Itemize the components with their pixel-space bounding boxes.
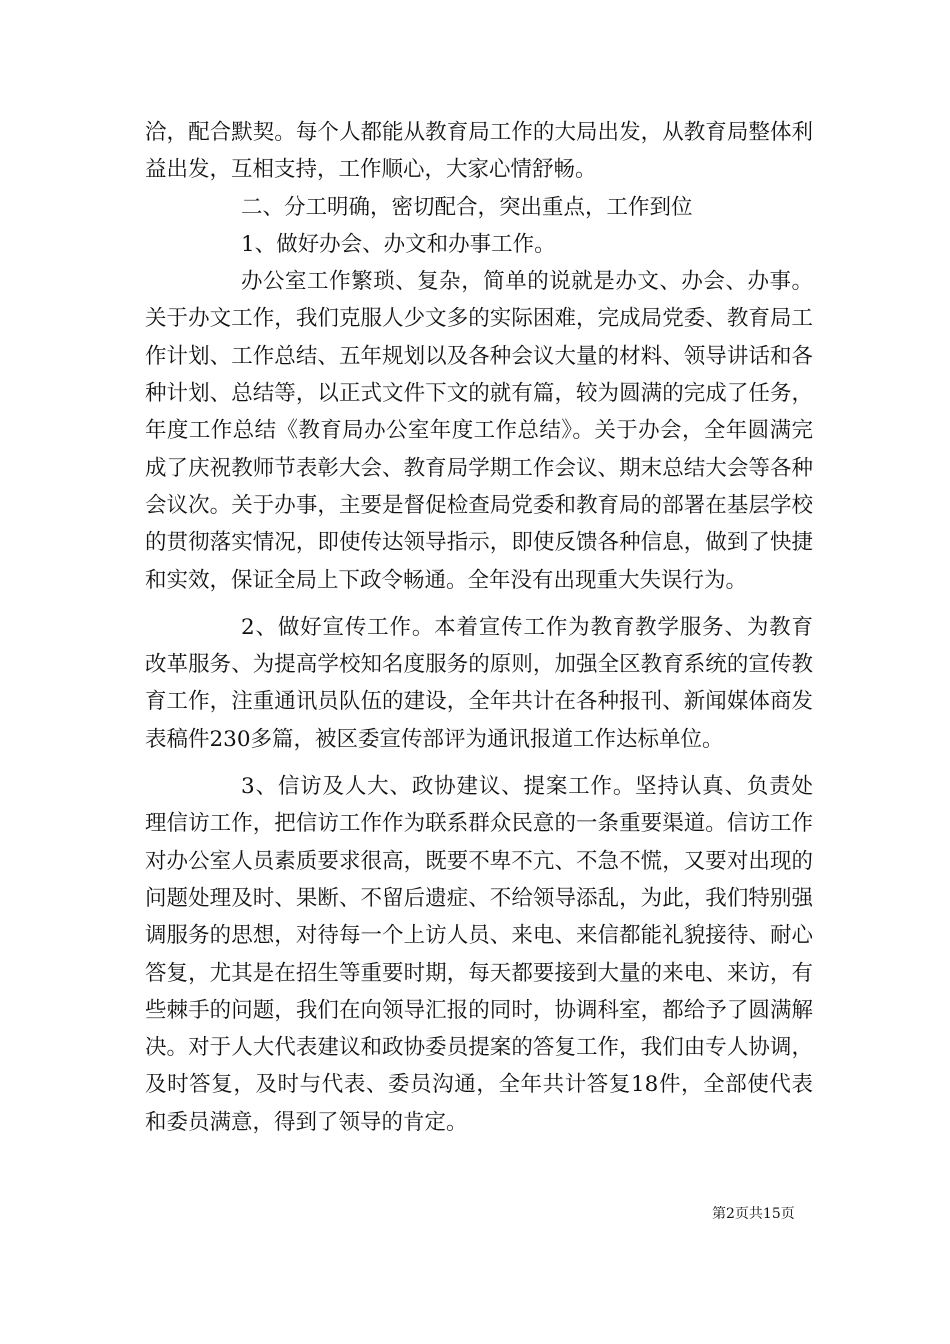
subsection-heading: 1、做好办会、办文和办事工作。	[241, 231, 556, 257]
paragraph-office-work: 办公室工作繁琐、复杂，简单的说就是办文、办会、办事。关于办文工作，我们克服人少文多的实际困难，完成局党委、教育局工作计划、工作总结、五年规划以及各种会议大量的材料、领导讲话和各种计划、总结等，以正式文件下文的就有篇，较为圆满的完成了任务，年度工作总结《教育局办公室年度工作总结》。关于办会，全年圆满完成了庆祝教师节表彰大会、教育局学期工作会议、期末总结大会等各种会议次。关于办事，主要是督促检查局党委和教育局的部署在基层学校的贯彻落实情况，即使传达领导指示，即使反馈各种信息，做到了快捷和实效，保证全局上下政令畅通。全年没有出现重大失误行为。	[145, 269, 813, 593]
document-body	[145, 114, 813, 1141]
section-heading: 二、分工明确，密切配合，突出重点，工作到位	[241, 194, 693, 220]
paragraph-continuation: 洽，配合默契。每个人都能从教育局工作的大局出发，从教育局整体利益出发，互相支持，工作顺心，大家心情舒畅。	[145, 120, 813, 183]
paragraph-publicity-work: 2、做好宣传工作。本着宣传工作为教育教学服务、为教育改革服务、为提高学校知名度服务的原则，加强全区教育系统的宣传教育工作，注重通讯员队伍的建设，全年共计在各种报刊、新闻媒体商发表稿件230多篇，被区委宣传部评为通讯报道工作达标单位。	[145, 614, 813, 752]
paragraph-petition-work: 3、信访及人大、政协建议、提案工作。坚持认真、负责处理信访工作，把信访工作作为联系群众民意的一条重要渠道。信访工作对办公室人员素质要求很高，既要不卑不亢、不急不慌，又要对出现的问题处理及时、果断、不留后遗症、不给领导添乱，为此，我们特别强调服务的思想，对待每一个上访人员、来电、来信都能礼貌接待、耐心答复，尤其是在招生等重要时期，每天都要接到大量的来电、来访，有些棘手的问题，我们在向领导汇报的同时，协调科室，都给予了圆满解决。对于人大代表建议和政协委员提案的答复工作，我们由专人协调，及时答复，及时与代表、委员沟通，全年共计答复18件，全部使代表和委员满意，得到了领导的肯定。	[145, 774, 813, 1135]
page-number-footer: 第2页共15页	[712, 1206, 795, 1222]
